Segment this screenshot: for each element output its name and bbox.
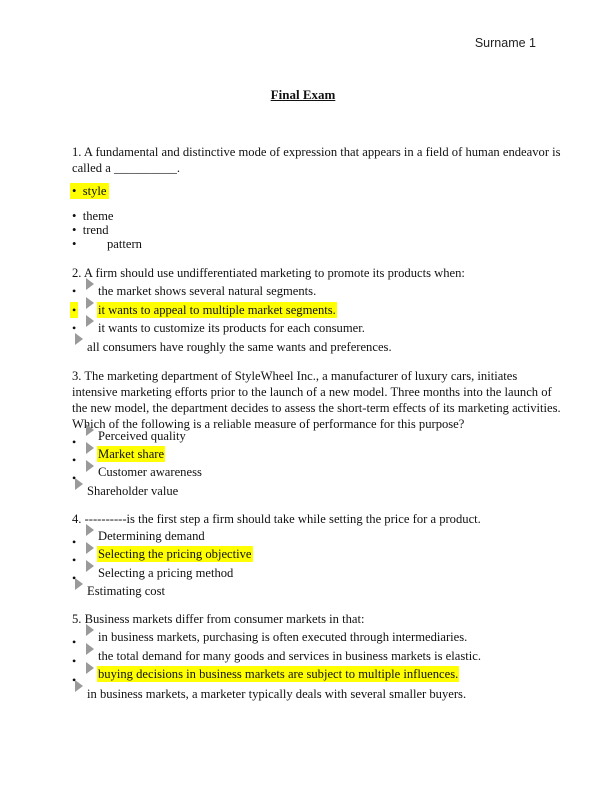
question-3-prompt-line: intensive marketing efforts prior to the launch of a new model. Three months into the launch of [72, 385, 552, 399]
bullet: • [72, 184, 83, 198]
bullet: • [72, 453, 77, 467]
triangle-icon [86, 460, 94, 472]
option-text: style [82, 184, 107, 198]
bullet: • [72, 223, 83, 237]
question-2-prompt-line: 2. A firm should use undifferentiated marketing to promote its products when: [72, 266, 465, 280]
option-5c: buying decisions in business markets are subject to multiple influences. [98, 667, 459, 681]
option-1d [72, 236, 142, 252]
triangle-icon [86, 442, 94, 454]
option-3c: Customer awareness [98, 465, 202, 479]
running-head: Surname 1 [474, 36, 536, 50]
option-5d: in business markets, a marketer typically deals with several smaller buyers. [87, 687, 467, 701]
option-5b: the total demand for many goods and services in business markets is elastic. [98, 649, 481, 663]
question-1-prompt-line: 1. A fundamental and distinctive mode of expression that appears in a field of human endeavor is [72, 145, 561, 159]
bullet: • [72, 535, 77, 549]
bullet: • [72, 673, 77, 687]
bullet: • [72, 209, 83, 223]
option-2b: it wants to appeal to multiple market segments. [98, 303, 336, 317]
option-3d: Shareholder value [87, 484, 179, 498]
triangle-icon [75, 680, 83, 692]
triangle-icon [86, 643, 94, 655]
question-3-prompt-line: Which of the following is a reliable measure of performance for this purpose? [72, 417, 465, 431]
option-4c: Selecting a pricing method [98, 566, 234, 580]
bullet: • [72, 284, 77, 298]
triangle-icon [86, 624, 94, 636]
bullet: • [72, 571, 77, 585]
triangle-icon [86, 662, 94, 674]
option-3b: Market share [98, 447, 165, 461]
triangle-icon [86, 278, 94, 290]
triangle-icon [75, 578, 83, 590]
triangle-icon [86, 560, 94, 572]
question-4-prompt-line: 4. ----------is the first step a firm should take while setting the price for a product. [72, 512, 481, 526]
option-4d: Estimating cost [87, 584, 166, 598]
option-4a: Determining demand [98, 529, 205, 543]
triangle-icon [86, 524, 94, 536]
question-5-prompt-line: 5. Business markets differ from consumer markets in that: [72, 612, 365, 626]
option-2d: all consumers have roughly the same wants and preferences. [87, 340, 392, 354]
triangle-icon [75, 333, 83, 345]
bullet: • [72, 237, 77, 251]
bullet: • [72, 303, 77, 317]
option-text: theme [82, 209, 114, 223]
question-3-prompt-line: the new model, the department decides to assess the short-term effects of its marketing activities. [72, 401, 561, 415]
option-1c [72, 222, 109, 238]
option-2c: it wants to customize its products for each consumer. [98, 321, 365, 335]
option-3a: Perceived quality [98, 429, 186, 443]
option-text: trend [82, 223, 109, 237]
option-2a: the market shows several natural segments. [98, 284, 317, 298]
triangle-icon [86, 542, 94, 554]
triangle-icon [86, 315, 94, 327]
question-3-prompt-line: 3. The marketing department of StyleWheel Inc., a manufacturer of luxury cars, initiates [72, 369, 518, 383]
option-5a: in business markets, purchasing is often executed through intermediaries. [98, 630, 468, 644]
option-4b: Selecting the pricing objective [98, 547, 252, 561]
bullet: • [72, 654, 77, 668]
triangle-icon [86, 424, 94, 436]
triangle-icon [86, 297, 94, 309]
triangle-icon [75, 478, 83, 490]
page-title: Final Exam [270, 87, 336, 102]
bullet: • [72, 435, 77, 449]
option-text: pattern [107, 237, 142, 251]
bullet: • [72, 635, 77, 649]
bullet: • [72, 471, 77, 485]
bullet: • [72, 553, 77, 567]
question-1-prompt-line: called a __________. [72, 161, 181, 175]
option-1a [70, 183, 109, 199]
bullet: • [72, 321, 77, 335]
